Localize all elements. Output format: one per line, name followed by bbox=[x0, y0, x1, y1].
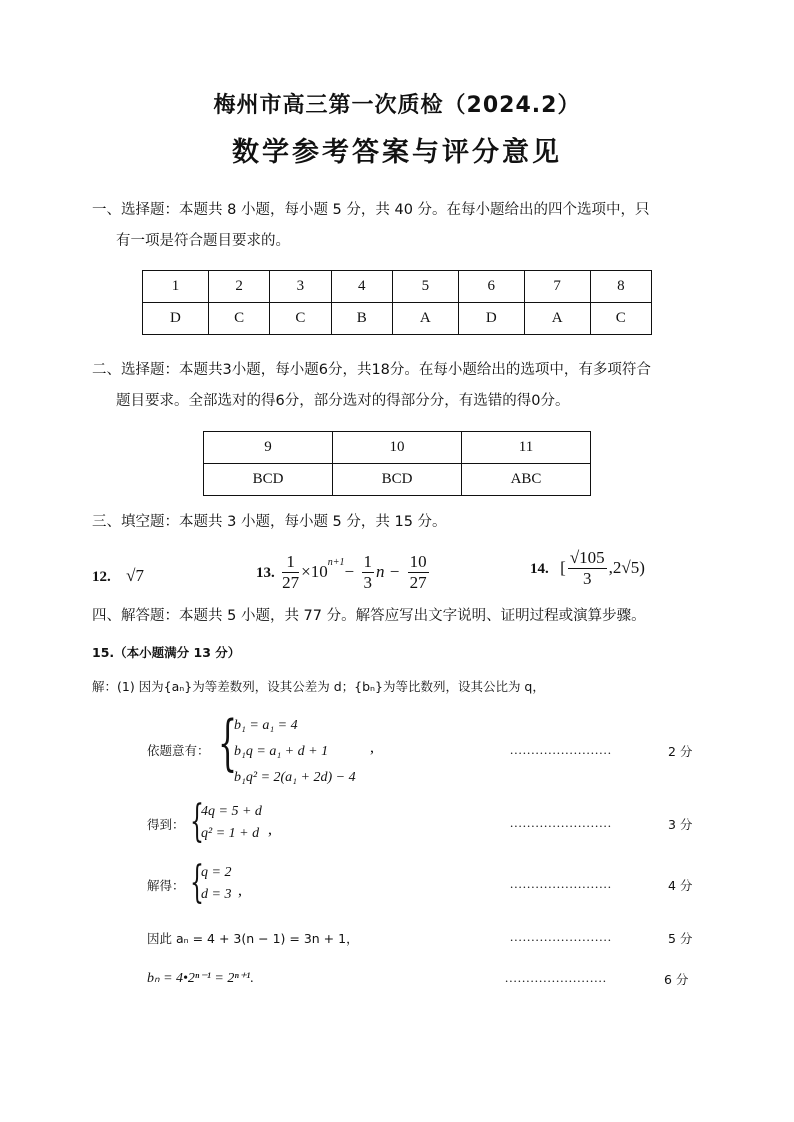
table-row-answers bbox=[204, 464, 591, 496]
answer-cell: BCD bbox=[333, 464, 462, 496]
question-number: 4 bbox=[331, 271, 392, 303]
answer-cell: D bbox=[143, 303, 209, 335]
step5-text: bₙ = 4•2ⁿ⁻¹ = 2ⁿ⁺¹. bbox=[147, 971, 254, 986]
question-number: 9 bbox=[204, 432, 333, 464]
step3-equations bbox=[201, 862, 231, 906]
fraction-denominator: 27 bbox=[409, 573, 427, 592]
step4-dots: ........................ bbox=[510, 929, 612, 944]
fraction-numerator: √105 bbox=[569, 548, 605, 567]
q13-times-ten: ×10 bbox=[301, 562, 328, 581]
step3-label: 解得： bbox=[147, 878, 185, 893]
step5-score: 6 分 bbox=[664, 972, 689, 987]
left-brace: { bbox=[218, 708, 238, 778]
table-row-numbers bbox=[204, 432, 591, 464]
exam-title: 梅州市高三第一次质检（2024.2） bbox=[213, 93, 581, 118]
q14-rest: ,2√5) bbox=[608, 558, 645, 577]
q13-fraction-2 bbox=[362, 552, 375, 593]
question-number: 8 bbox=[590, 271, 651, 303]
question-number: 10 bbox=[333, 432, 462, 464]
section1-line1: 一、选择题：本题共 8 小题，每小题 5 分，共 40 分。在每小题给出的四个选项中，只 bbox=[92, 202, 650, 218]
answer-cell: ABC bbox=[462, 464, 591, 496]
question-number: 6 bbox=[458, 271, 524, 303]
step1-label: 依题意有： bbox=[147, 743, 210, 758]
fraction-denominator: 3 bbox=[583, 569, 592, 588]
equation: d = 3 bbox=[201, 887, 232, 902]
q12-answer-row bbox=[92, 566, 144, 586]
step1-score: 2 分 bbox=[668, 744, 693, 759]
answer-cell: B bbox=[331, 303, 392, 335]
section2-line1: 二、选择题：本题共3小题，每小题6分，共18分。在每小题给出的选项中，有多项符合 bbox=[92, 362, 651, 378]
question-number: 7 bbox=[524, 271, 590, 303]
q13-fraction-3 bbox=[408, 552, 429, 593]
question-number: 3 bbox=[270, 271, 331, 303]
left-brace: { bbox=[190, 857, 204, 908]
q15-heading: 15.（本小题满分 13 分） bbox=[92, 645, 241, 660]
q13-fraction-1 bbox=[282, 552, 299, 593]
answer-cell: D bbox=[458, 303, 524, 335]
table-row-numbers bbox=[143, 271, 652, 303]
table-row-answers bbox=[143, 303, 652, 335]
equation: b₁q = a₁ + d + 1 bbox=[234, 744, 329, 759]
step2-equations bbox=[201, 801, 262, 845]
q14-label: 14. bbox=[530, 561, 549, 577]
question-number: 11 bbox=[462, 432, 591, 464]
q14-open-bracket: [ bbox=[560, 558, 566, 577]
section2-line2: 题目要求。全部选对的得6分，部分选对的得部分分，有选错的得0分。 bbox=[116, 393, 570, 409]
q14-answer-row bbox=[530, 548, 645, 589]
step1-dots: ........................ bbox=[510, 742, 612, 757]
question-number: 2 bbox=[208, 271, 269, 303]
answer-cell: A bbox=[392, 303, 458, 335]
fraction-numerator: 10 bbox=[409, 552, 427, 571]
section2-answer-table bbox=[203, 431, 591, 496]
step1-comma: , bbox=[370, 739, 374, 756]
equation: b₁q² = 2(a₁ + 2d) − 4 bbox=[234, 770, 356, 785]
equation: b₁ = a₁ = 4 bbox=[234, 718, 298, 733]
section3-instructions: 三、填空题：本题共 3 小题，每小题 5 分，共 15 分。 bbox=[92, 514, 447, 530]
answer-cell: BCD bbox=[204, 464, 333, 496]
q15-intro: 解：(1) 因为{aₙ}为等差数列，设其公差为 d；{bₙ}为等比数列，设其公比为 q， bbox=[92, 679, 545, 694]
question-number: 1 bbox=[143, 271, 209, 303]
fraction-denominator: 3 bbox=[363, 573, 372, 592]
step3-comma: , bbox=[238, 882, 242, 899]
section1-line2: 有一项是符合题目要求的。 bbox=[116, 233, 290, 249]
answer-cell: C bbox=[590, 303, 651, 335]
equation: q² = 1 + d bbox=[201, 826, 260, 841]
q13-exponent: n+1 bbox=[327, 557, 345, 568]
section4-instructions: 四、解答题：本题共 5 小题，共 77 分。解答应写出文字说明、证明过程或演算步骤。 bbox=[92, 608, 646, 624]
document-subtitle: 数学参考答案与评分意见 bbox=[232, 137, 562, 168]
question-number: 5 bbox=[392, 271, 458, 303]
section1-answer-table bbox=[142, 270, 652, 335]
left-brace: { bbox=[190, 796, 204, 847]
fraction-numerator: 1 bbox=[363, 552, 372, 571]
step1-equations bbox=[234, 713, 356, 791]
section1-instructions bbox=[92, 200, 732, 251]
q13-label: 13. bbox=[256, 565, 275, 581]
q12-answer: √7 bbox=[126, 566, 144, 585]
equation: 4q = 5 + d bbox=[201, 804, 262, 819]
answer-cell: C bbox=[270, 303, 331, 335]
step2-label: 得到： bbox=[147, 817, 185, 832]
fraction-denominator: 27 bbox=[282, 573, 300, 592]
answer-cell: C bbox=[208, 303, 269, 335]
q14-fraction bbox=[568, 548, 607, 589]
fraction-numerator: 1 bbox=[282, 552, 299, 573]
q12-label: 12. bbox=[92, 569, 111, 585]
step4-score: 5 分 bbox=[668, 931, 693, 946]
step5-dots: ........................ bbox=[505, 970, 607, 985]
step3-dots: ........................ bbox=[510, 876, 612, 891]
section2-instructions bbox=[92, 360, 732, 411]
answer-cell: A bbox=[524, 303, 590, 335]
step3-score: 4 分 bbox=[668, 878, 693, 893]
q13-answer-row bbox=[256, 552, 431, 593]
q13-minus: − bbox=[344, 562, 355, 581]
step2-comma: , bbox=[268, 821, 272, 838]
step2-dots: ........................ bbox=[510, 815, 612, 830]
step4-text: 因此 aₙ = 4 + 3(n − 1) = 3n + 1， bbox=[147, 931, 359, 946]
step2-score: 3 分 bbox=[668, 817, 693, 832]
q13-n-term: n − bbox=[376, 562, 401, 581]
equation: q = 2 bbox=[201, 865, 232, 880]
